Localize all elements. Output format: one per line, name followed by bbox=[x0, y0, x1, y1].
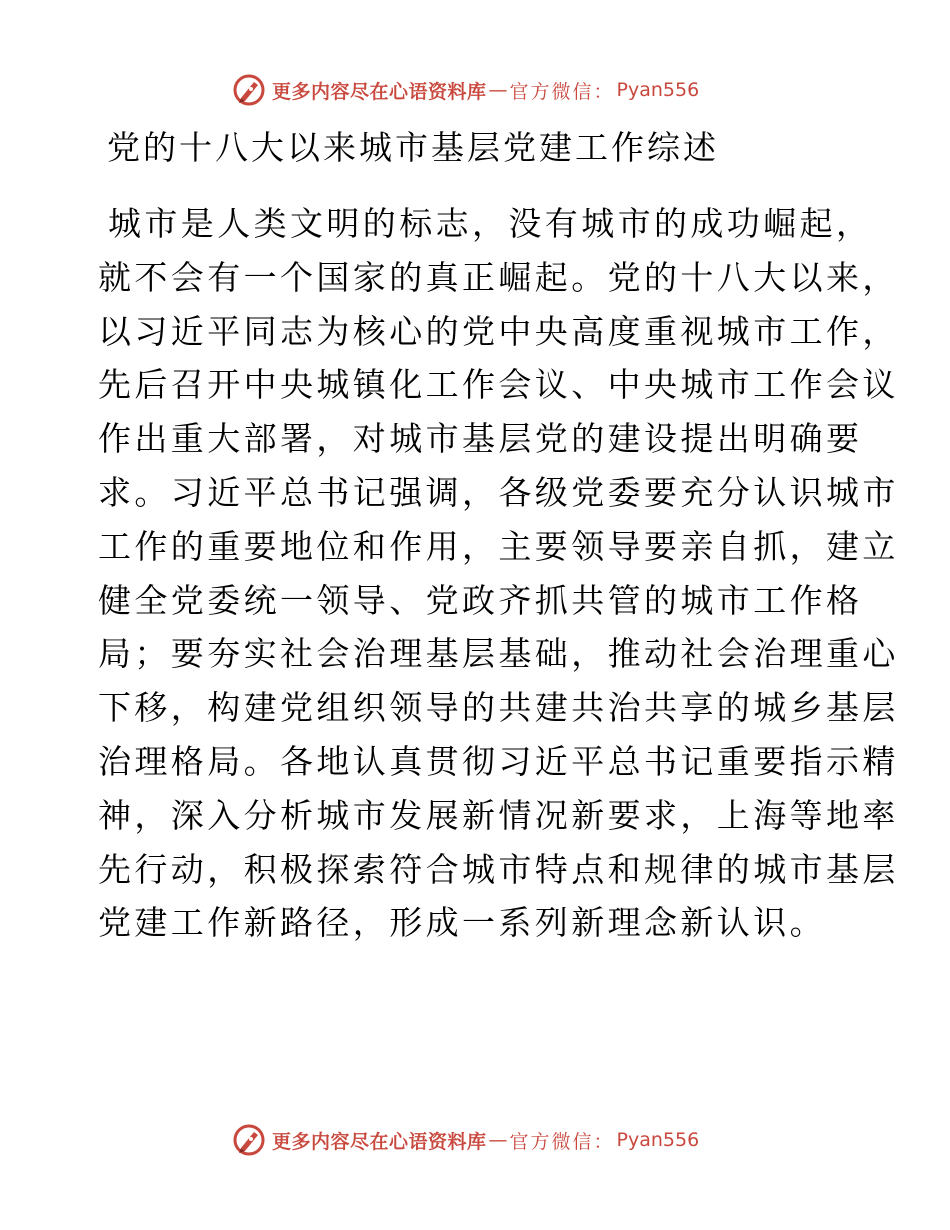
body-line: 治理格局。各地认真贯彻习近平总书记重要指示精 bbox=[98, 741, 899, 781]
wechat-label: 官方微信： bbox=[509, 1130, 615, 1153]
body-line: 以习近平同志为核心的党中央高度重视城市工作， bbox=[98, 311, 899, 351]
body-paragraph bbox=[98, 197, 899, 950]
body-line: 党建工作新路径，形成一系列新理念新认识。 bbox=[98, 903, 826, 943]
body-line: 下移，构建党组织领导的共建共治共享的城乡基层 bbox=[98, 688, 899, 728]
document-title: 党的十八大以来城市基层党建工作综述 bbox=[107, 128, 719, 167]
watermark-separator: — bbox=[488, 79, 508, 101]
footer-watermark bbox=[232, 1122, 699, 1158]
body-line: 城市是人类文明的标志，没有城市的成功崛起， bbox=[108, 204, 873, 243]
wechat-label: 官方微信： bbox=[509, 80, 615, 103]
pen-logo-icon bbox=[232, 1123, 266, 1157]
pen-logo-icon bbox=[232, 73, 266, 107]
body-line: 局；要夯实社会治理基层基础，推动社会治理重心 bbox=[98, 634, 899, 674]
body-line: 作出重大部署，对城市基层党的建设提出明确要 bbox=[98, 419, 863, 459]
wechat-id: Pyan556 bbox=[616, 1129, 700, 1151]
body-line: 先后召开中央城镇化工作会议、中央城市工作会议 bbox=[98, 365, 899, 405]
body-line: 就不会有一个国家的真正崛起。党的十八大以来， bbox=[98, 257, 899, 297]
body-line: 健全党委统一领导、党政齐抓共管的城市工作格 bbox=[98, 580, 863, 620]
watermark-text: 更多内容尽在心语资料库 bbox=[272, 80, 487, 103]
body-line: 先行动，积极探索符合城市特点和规律的城市基层 bbox=[98, 849, 899, 889]
wechat-id: Pyan556 bbox=[616, 79, 700, 101]
watermark-text: 更多内容尽在心语资料库 bbox=[272, 1130, 487, 1153]
body-line: 工作的重要地位和作用，主要领导要亲自抓，建立 bbox=[98, 526, 899, 566]
header-watermark bbox=[232, 72, 699, 108]
watermark-separator: — bbox=[488, 1129, 508, 1151]
body-line: 神，深入分析城市发展新情况新要求，上海等地率 bbox=[98, 795, 899, 835]
body-line: 求。习近平总书记强调，各级党委要充分认识城市 bbox=[98, 472, 899, 512]
